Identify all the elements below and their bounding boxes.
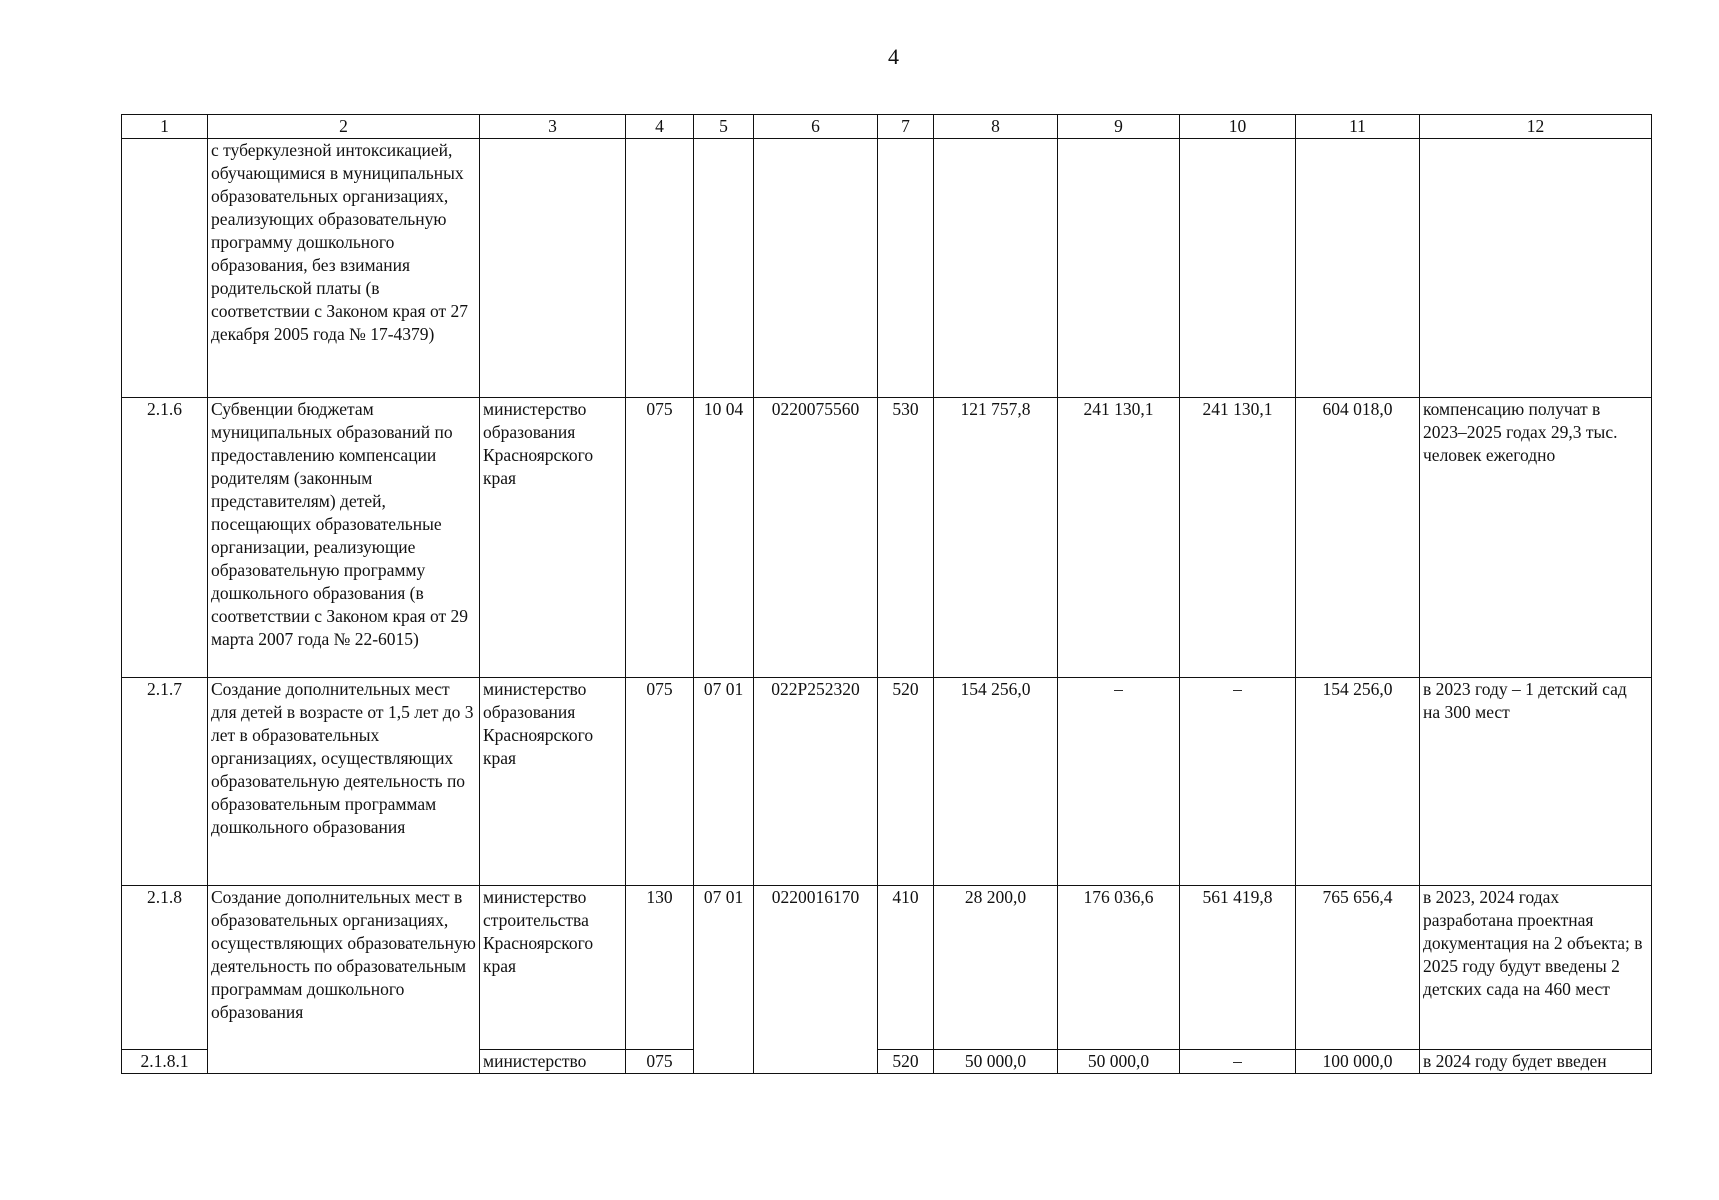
item-col12: в 2024 году будет введен <box>1420 1050 1652 1074</box>
item-org: министерство образования Красноярского края <box>480 678 626 886</box>
page-number: 4 <box>888 44 899 69</box>
item-col4: 075 <box>626 678 694 886</box>
header-row <box>122 115 1652 139</box>
table-row <box>122 398 1652 678</box>
item-col8: 121 757,8 <box>934 398 1058 678</box>
table-row <box>122 678 1652 886</box>
header-cell: 12 <box>1420 115 1652 139</box>
item-col8: 50 000,0 <box>934 1050 1058 1074</box>
header-cell: 6 <box>754 115 878 139</box>
item-col9: – <box>1058 678 1180 886</box>
table-row <box>122 886 1652 1050</box>
item-col7: 520 <box>878 678 934 886</box>
budget-table <box>121 114 1652 1074</box>
item-name: Субвенции бюджетам муниципальных образований по предоставлению компенсации родителям (законным представителям) детей, посещающих образовательные организации, реализующие образовательную программу дошкольного образования (в соответствии с Законом края от 29 марта 2007 года № 22-6015) <box>208 398 480 678</box>
header-cell: 2 <box>208 115 480 139</box>
item-name: Создание дополнительных мест для детей в возрасте от 1,5 лет до 3 лет в образовательных организациях, осуществляющих образовательную деятельность по образовательным программам дошкольного образования <box>208 678 480 886</box>
item-col4: 130 <box>626 886 694 1050</box>
header-cell: 3 <box>480 115 626 139</box>
item-col12: в 2023, 2024 годах разработана проектная документация на 2 объекта; в 2025 году будут введены 2 детских сада на 460 мест <box>1420 886 1652 1050</box>
header-cell: 9 <box>1058 115 1180 139</box>
item-col12: компенсацию получат в 2023–2025 годах 29,3 тыс. человек ежегодно <box>1420 398 1652 678</box>
item-col9: 50 000,0 <box>1058 1050 1180 1074</box>
table-row-continuation <box>122 139 1652 398</box>
header-cell: 7 <box>878 115 934 139</box>
item-col6: 0220016170 <box>754 886 878 1074</box>
header-cell: 10 <box>1180 115 1296 139</box>
item-col10: – <box>1180 678 1296 886</box>
item-col10: 241 130,1 <box>1180 398 1296 678</box>
header-cell: 8 <box>934 115 1058 139</box>
item-name: с туберкулезной интоксикацией, обучающимися в муниципальных образовательных организациях, реализующих образовательную программу дошкольного образования, без взимания родительской платы (в соответствии с Законом края от 27 декабря 2005 года № 17-4379) <box>208 139 480 398</box>
item-col7: 410 <box>878 886 934 1050</box>
item-col8: 28 200,0 <box>934 886 1058 1050</box>
item-col11: 154 256,0 <box>1296 678 1420 886</box>
item-number: 2.1.8 <box>122 886 208 1050</box>
header-cell: 5 <box>694 115 754 139</box>
item-col10: 561 419,8 <box>1180 886 1296 1050</box>
item-number: 2.1.8.1 <box>122 1050 208 1074</box>
item-col11: 100 000,0 <box>1296 1050 1420 1074</box>
item-col8: 154 256,0 <box>934 678 1058 886</box>
item-col5: 07 01 <box>694 678 754 886</box>
item-col7: 520 <box>878 1050 934 1074</box>
item-col9: 176 036,6 <box>1058 886 1180 1050</box>
item-col7: 530 <box>878 398 934 678</box>
item-number: 2.1.6 <box>122 398 208 678</box>
header-cell: 4 <box>626 115 694 139</box>
item-col10: – <box>1180 1050 1296 1074</box>
item-col5: 07 01 <box>694 886 754 1074</box>
item-org: министерство образования Красноярского края <box>480 398 626 678</box>
header-cell: 11 <box>1296 115 1420 139</box>
item-col11: 765 656,4 <box>1296 886 1420 1050</box>
item-org: министерство <box>480 1050 626 1074</box>
item-name: Создание дополнительных мест в образовательных организациях, осуществляющих образовательную деятельность по образовательным программам дошкольного образования <box>208 886 480 1074</box>
item-col11: 604 018,0 <box>1296 398 1420 678</box>
item-org: министерство строительства Красноярского края <box>480 886 626 1050</box>
item-col6: 022P252320 <box>754 678 878 886</box>
item-col4: 075 <box>626 1050 694 1074</box>
item-col4: 075 <box>626 398 694 678</box>
item-col5: 10 04 <box>694 398 754 678</box>
item-col12: в 2023 году – 1 детский сад на 300 мест <box>1420 678 1652 886</box>
header-cell: 1 <box>122 115 208 139</box>
item-col9: 241 130,1 <box>1058 398 1180 678</box>
item-col6: 0220075560 <box>754 398 878 678</box>
item-number: 2.1.7 <box>122 678 208 886</box>
